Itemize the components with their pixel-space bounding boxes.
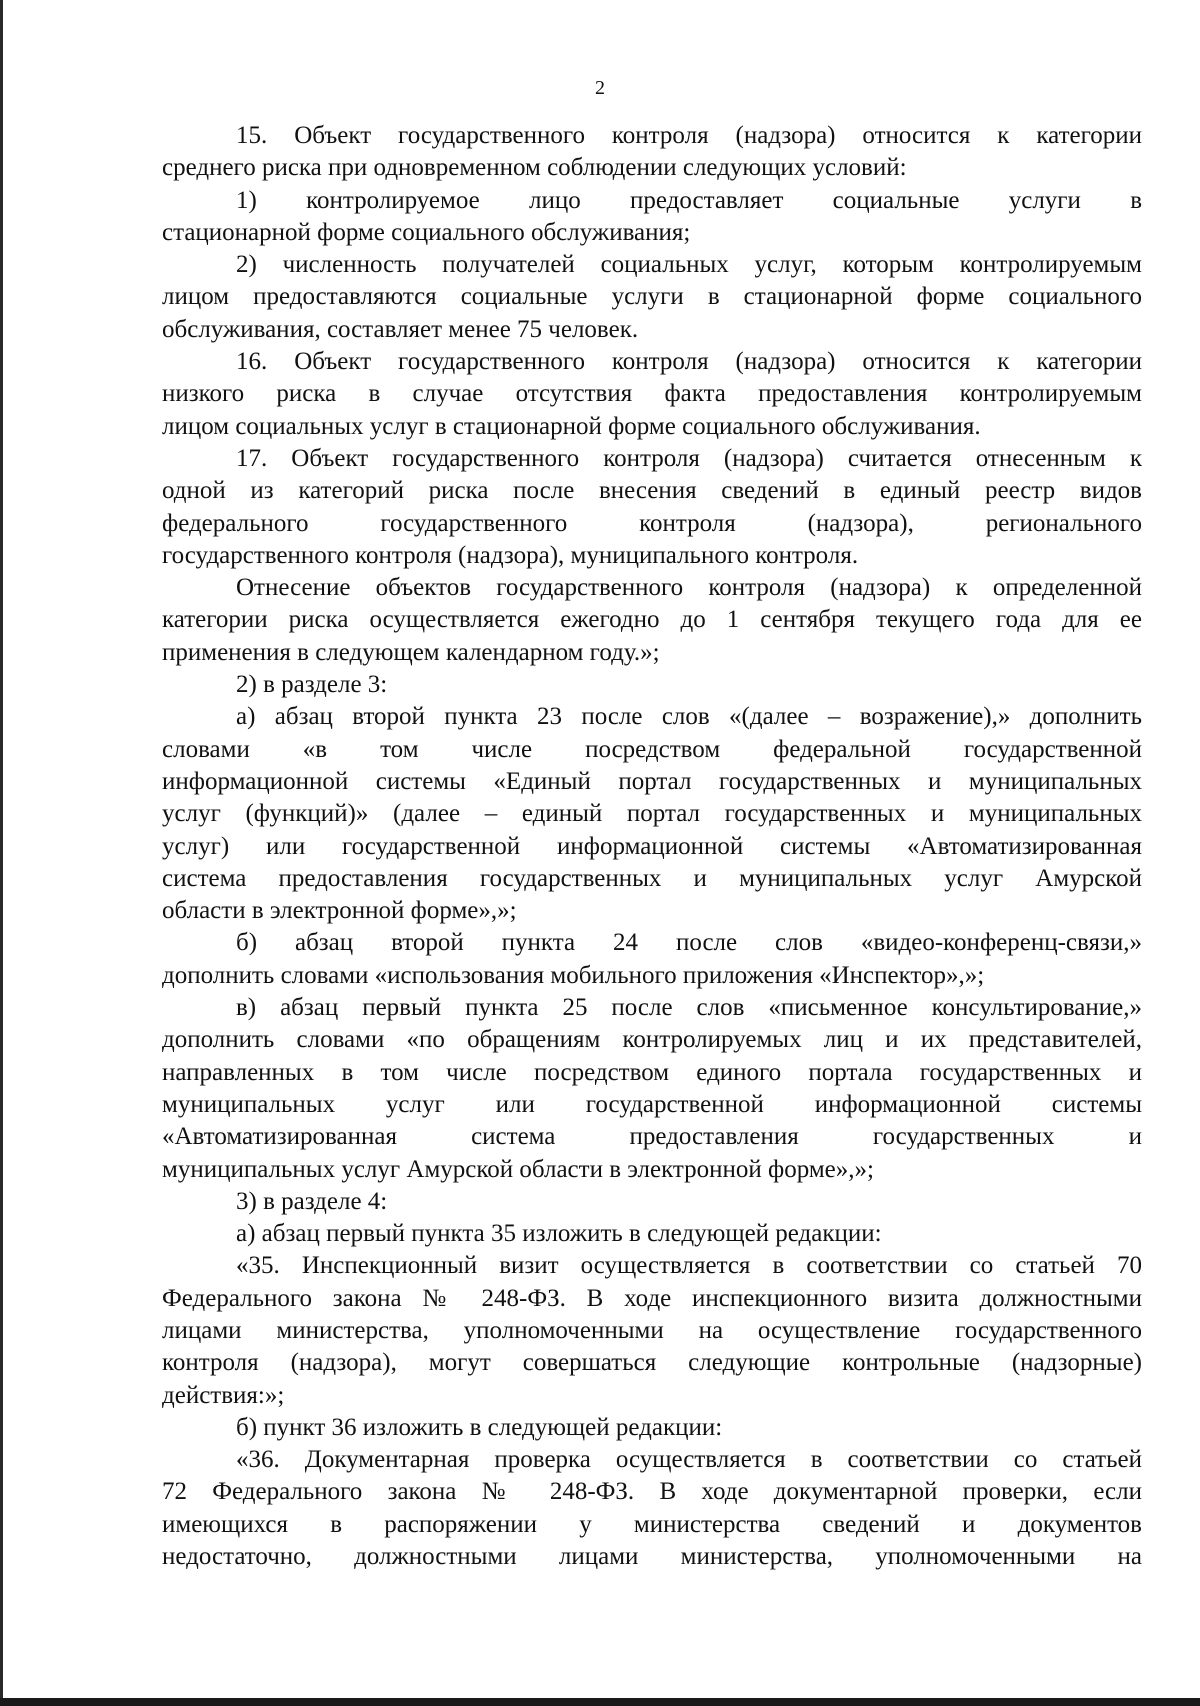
text-line: контроля (надзора), могут совершаться следующие контрольные (надзорные)	[162, 1349, 1142, 1377]
text-line: 16. Объект государственного контроля (надзора) относится к категории	[236, 348, 1142, 376]
scan-edge-left	[0, 0, 3, 1706]
text-line: «Автоматизированная система предоставления государственных и	[162, 1123, 1142, 1151]
text-line: одной из категорий риска после внесения сведений в единый реестр видов	[162, 477, 1142, 505]
text-line: 2) численность получателей социальных услуг, которым контролируемым	[236, 251, 1142, 279]
text-line: Федерального закона № 248-ФЗ. В ходе инспекционного визита должностными	[162, 1284, 1142, 1312]
text-line: дополнить словами «по обращениям контролируемых лиц и их представителей,	[162, 1026, 1142, 1054]
text-line: дополнить словами «использования мобильного приложения «Инспектор»,»;	[162, 961, 985, 989]
text-line: лицами министерства, уполномоченными на осуществление государственного	[162, 1316, 1142, 1344]
text-line: услуг) или государственной информационной системы «Автоматизированная	[162, 832, 1142, 860]
text-line: лицом предоставляются социальные услуги в стационарной форме социального	[162, 283, 1142, 311]
text-line: низкого риска в случае отсутствия факта предоставления контролируемым	[162, 380, 1142, 408]
text-line: 3) в разделе 4:	[236, 1187, 388, 1215]
text-line: Отнесение объектов государственного контроля (надзора) к определенной	[236, 574, 1142, 602]
text-line: муниципальных услуг или государственной информационной системы	[162, 1090, 1142, 1118]
text-line: в) абзац первый пункта 25 после слов «письменное консультирование,»	[236, 994, 1142, 1022]
text-line: действия:»;	[162, 1381, 285, 1409]
text-line: имеющихся в распоряжении у министерства сведений и документов	[162, 1510, 1142, 1538]
scan-edge-bottom	[0, 1698, 1200, 1706]
text-line: «35. Инспекционный визит осуществляется в соответствии со статьей 70	[236, 1252, 1142, 1280]
text-line: б) абзац второй пункта 24 после слов «видео-конференц-связи,»	[236, 929, 1142, 957]
text-line: лицом социальных услуг в стационарной форме социального обслуживания.	[162, 412, 981, 440]
document-body	[162, 120, 1142, 1573]
text-line: б) пункт 36 изложить в следующей редакции:	[236, 1413, 723, 1441]
page-number: 2	[595, 77, 605, 99]
text-line: 17. Объект государственного контроля (надзора) считается отнесенным к	[236, 444, 1142, 472]
text-line: области в электронной форме»,»;	[162, 897, 517, 925]
text-line: недостаточно, должностными лицами министерства, уполномоченными на	[162, 1543, 1142, 1571]
text-line: среднего риска при одновременном соблюдении следующих условий:	[162, 154, 907, 182]
text-line: а) абзац первый пункта 35 изложить в следующей редакции:	[236, 1220, 882, 1248]
text-line: стационарной форме социального обслуживания;	[162, 218, 691, 246]
text-line: обслуживания, составляет менее 75 человек.	[162, 315, 639, 343]
text-line: 2) в разделе 3:	[236, 671, 388, 699]
text-line: 72 Федерального закона № 248-ФЗ. В ходе документарной проверки, если	[162, 1478, 1142, 1506]
text-line: направленных в том числе посредством единого портала государственных и	[162, 1058, 1142, 1086]
text-line: 1) контролируемое лицо предоставляет социальные услуги в	[236, 186, 1142, 214]
text-line: словами «в том числе посредством федеральной государственной	[162, 735, 1142, 763]
text-line: 15. Объект государственного контроля (надзора) относится к категории	[236, 122, 1142, 149]
text-line: система предоставления государственных и муниципальных услуг Амурской	[162, 864, 1142, 892]
text-line: федерального государственного контроля (надзора), регионального	[162, 509, 1142, 537]
text-line: а) абзац второй пункта 23 после слов «(далее – возражение),» дополнить	[236, 703, 1142, 731]
text-line: государственного контроля (надзора), муниципального контроля.	[162, 541, 859, 569]
text-line: муниципальных услуг Амурской области в электронной форме»,»;	[162, 1155, 874, 1183]
text-line: информационной системы «Единый портал государственных и муниципальных	[162, 767, 1142, 795]
text-line: «36. Документарная проверка осуществляется в соответствии со статьей	[236, 1446, 1142, 1474]
text-line: услуг (функций)» (далее – единый портал государственных и муниципальных	[162, 800, 1142, 828]
text-line: категории риска осуществляется ежегодно до 1 сентября текущего года для ее	[162, 606, 1142, 634]
text-line: применения в следующем календарном году.»;	[162, 638, 660, 666]
